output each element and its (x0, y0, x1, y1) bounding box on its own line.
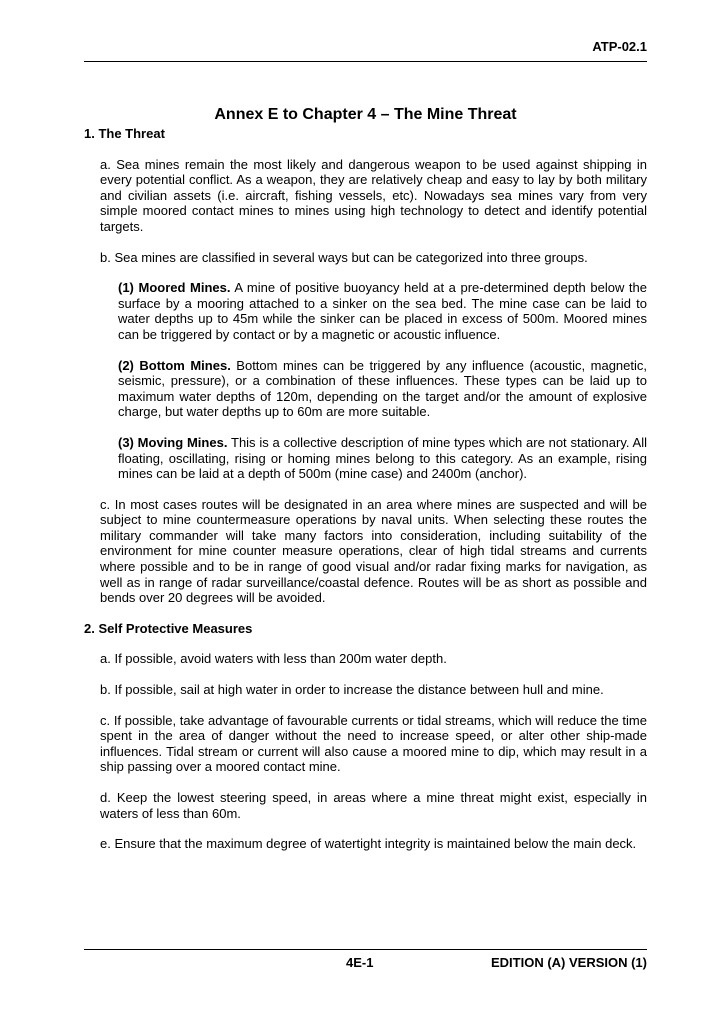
section-heading-self-protective-measures: 2. Self Protective Measures (84, 620, 253, 636)
page-title: Annex E to Chapter 4 – The Mine Threat (214, 106, 517, 123)
paragraph-2e: e. Ensure that the maximum degree of watertight integrity is maintained below the main deck. (100, 836, 637, 852)
paragraph-2c: c. If possible, take advantage of favourable currents or tidal streams, which will reduce the time spent in the area of danger without the need to increase speed, or alter other ship-made influences. Tidal stream or current will also cause a moored mine to dip, which may result in a ship passing over a moored contact mine. (100, 712, 647, 775)
header-rule (84, 61, 647, 62)
paragraph-1a: a. Sea mines remain the most likely and dangerous weapon to be used against shipping in every potential conflict. As a weapon, they are relatively cheap and easy to lay by both military and civilian assets (i.e. aircraft, fishing vessels, etc). Nowadays sea mines vary from very simple moored contact mines to mines using high technology to detect and identify potential targets. (100, 156, 647, 234)
moving-mines-label: (3) Moving Mines. (118, 434, 228, 450)
bottom-mines-label: (2) Bottom Mines. (118, 357, 231, 373)
paragraph-bottom-mines (118, 358, 647, 420)
paragraph-2d: d. Keep the lowest steering speed, in areas where a mine threat might exist, especially in waters of less than 60m. (100, 790, 647, 821)
document-body (84, 126, 647, 852)
edition-version: EDITION (A) VERSION (1) (490, 955, 647, 970)
section-heading-threat: 1. The Threat (84, 126, 165, 141)
paragraph-1b: b. Sea mines are classified in several ways but can be categorized into three groups. (100, 249, 588, 265)
bottom-mines-text: Bottom mines can be triggered by any influence (acoustic, magnetic, seismic, pressure), or a combination of these influences. These types can be laid up to maximum water depths of 120m, depending on the target and/or the amount of explosive charge, but water depths up to 60m are more suitable. (118, 357, 647, 420)
paragraph-2a: a. If possible, avoid waters with less than 200m water depth. (100, 651, 447, 667)
page-number: 4E-1 (346, 955, 374, 970)
paragraph-2b: b. If possible, sail at high water in order to increase the distance between hull and mine. (100, 682, 604, 698)
paragraph-moving-mines (118, 435, 647, 482)
moored-mines-label: (1) Moored Mines. (118, 280, 231, 296)
paragraph-1c: c. In most cases routes will be designated in an area where mines are suspected and will be subject to mine countermeasure operations by naval units. When selecting these routes the military commander will take many factors into consideration, including suitability of the environment for mine counter measure operations, clear of high tidal streams and currents where possible and to be in range of good visual and/or radar fixing marks for navigation, as well as in range of radar surveillance/coastal defence. Routes will be as short as possible and bends over 20 degrees will be avoided. (100, 496, 647, 606)
paragraph-moored-mines (118, 280, 647, 342)
moored-mines-text: A mine of positive buoyancy held at a pre-determined depth below the surface by a mooring attached to a sinker on the sea bed. The mine case can be laid to water depths up to 45m while the sinker can be placed in excess of 500m. Moored mines can be triggered by contact or by a magnetic or acoustic influence. (118, 280, 647, 342)
document-id: ATP-02.1 (592, 39, 647, 54)
footer-rule (84, 949, 647, 950)
moving-mines-text: This is a collective description of mine types which are not stationary. All floating, oscillating, rising or homing mines belong to this category. As an example, rising mines can be laid at a depth of 500m (mine case) and 2400m (anchor). (118, 434, 648, 482)
